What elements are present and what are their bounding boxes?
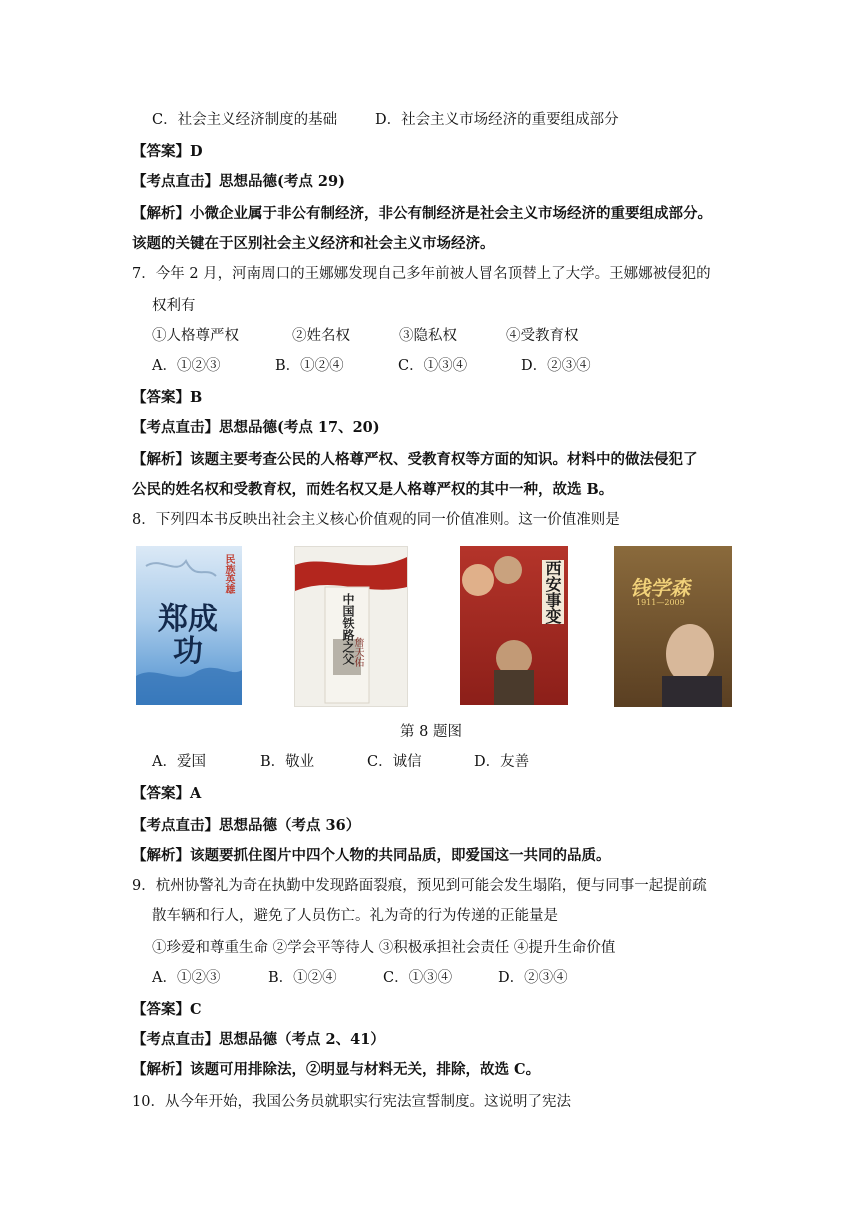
book1-title: 郑成功 bbox=[158, 602, 218, 669]
book-cover-xian-incident bbox=[460, 546, 568, 705]
q8-figure-caption: 第 8 题图 bbox=[400, 724, 462, 740]
q8-option-b: B．敬业 bbox=[260, 754, 315, 770]
q9-point: 【考点直击】思想品德（考点 2、41） bbox=[132, 1031, 385, 1048]
book-cover-qian-xuesen bbox=[614, 546, 732, 707]
q7-item-4: ④受教育权 bbox=[506, 328, 579, 344]
q7-answer: 【答案】B bbox=[132, 389, 203, 406]
q6-option-c: C．社会主义经济制度的基础 bbox=[152, 112, 338, 128]
q8-option-c: C．诚信 bbox=[367, 754, 422, 770]
q9-option-c: C．①③④ bbox=[383, 970, 453, 986]
book-cover-zheng-chenggong bbox=[136, 546, 242, 705]
q7-option-c: C．①③④ bbox=[398, 358, 468, 374]
q6-point: 【考点直击】思想品德(考点 29) bbox=[132, 173, 345, 190]
book2-name: 詹天佑 bbox=[352, 637, 363, 667]
q9-option-d: D．②③④ bbox=[498, 970, 568, 986]
q7-item-2: ②姓名权 bbox=[292, 328, 350, 344]
book-cover-art bbox=[614, 546, 732, 707]
q9-answer: 【答案】C bbox=[132, 1001, 202, 1018]
q7-item-1: ①人格尊严权 bbox=[152, 328, 239, 344]
q9-option-a: A．①②③ bbox=[152, 970, 221, 986]
q7-analysis-line2: 公民的姓名权和受教育权，而姓名权又是人格尊严权的其中一种，故选 B。 bbox=[132, 481, 614, 498]
q7-stem-line2: 权利有 bbox=[152, 298, 196, 314]
book1-subtitle: 民族英雄 bbox=[223, 554, 234, 594]
book2-series: 中国铁路之父 bbox=[341, 593, 355, 665]
q7-item-3: ③隐私权 bbox=[399, 328, 457, 344]
book4-years: 1911—2009 bbox=[636, 598, 685, 607]
q9-items: ①珍爱和尊重生命 ②学会平等待人 ③积极承担社会责任 ④提升生命价值 bbox=[152, 940, 616, 956]
q7-analysis-line1: 【解析】该题主要考查公民的人格尊严权、受教育权等方面的知识。材料中的做法侵犯了 bbox=[132, 451, 698, 468]
q6-option-d: D．社会主义市场经济的重要组成部分 bbox=[375, 112, 619, 128]
book4-title: 钱学森 bbox=[630, 576, 690, 600]
q7-option-a: A．①②③ bbox=[152, 358, 221, 374]
q8-point: 【考点直击】思想品德（考点 36） bbox=[132, 817, 361, 834]
q7-option-b: B．①②④ bbox=[275, 358, 344, 374]
q9-analysis: 【解析】该题可用排除法，②明显与材料无关，排除，故选 C。 bbox=[132, 1061, 541, 1078]
q7-point: 【考点直击】思想品德(考点 17、20) bbox=[132, 419, 380, 436]
q6-analysis-line2: 该题的关键在于区别社会主义经济和社会主义市场经济。 bbox=[132, 235, 495, 252]
q9-stem-line1: 9．杭州协警礼为奇在执勤中发现路面裂痕，预见到可能会发生塌陷，便与同事一起提前疏 bbox=[132, 878, 707, 894]
q6-answer: 【答案】D bbox=[132, 143, 203, 160]
q8-answer: 【答案】A bbox=[132, 785, 202, 802]
q9-option-b: B．①②④ bbox=[268, 970, 337, 986]
book3-title: 西安事变 bbox=[543, 560, 562, 624]
q8-analysis: 【解析】该题要抓住图片中四个人物的共同品质，即爱国这一共同的品质。 bbox=[132, 847, 611, 864]
q9-stem-line2: 散车辆和行人，避免了人员伤亡。礼为奇的行为传递的正能量是 bbox=[152, 908, 558, 924]
book-cover-zhan-tianyou bbox=[294, 546, 408, 707]
q8-option-d: D．友善 bbox=[474, 754, 530, 770]
q7-stem-line1: 7．今年 2 月，河南周口的王娜娜发现自己多年前被人冒名顶替上了大学。王娜娜被侵犯的 bbox=[132, 266, 711, 282]
q10-stem: 10．从今年开始，我国公务员就职实行宪法宣誓制度。这说明了宪法 bbox=[132, 1094, 571, 1110]
q8-stem: 8．下列四本书反映出社会主义核心价值观的同一价值准则。这一价值准则是 bbox=[132, 512, 620, 528]
q8-option-a: A．爱国 bbox=[152, 754, 206, 770]
q6-analysis-line1: 【解析】小微企业属于非公有制经济，非公有制经济是社会主义市场经济的重要组成部分。 bbox=[132, 205, 712, 222]
q7-option-d: D．②③④ bbox=[521, 358, 591, 374]
